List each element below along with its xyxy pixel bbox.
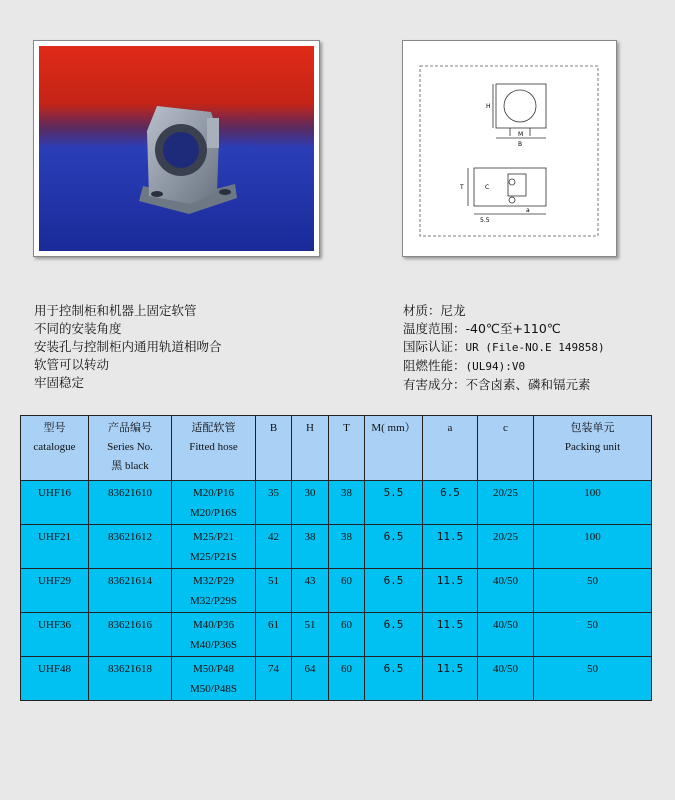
header-pack: 包装单元 Packing unit bbox=[534, 416, 652, 481]
cell-m: 5.5 bbox=[365, 481, 423, 525]
cell-c: 40/50 bbox=[478, 569, 534, 613]
cell-pack: 50 bbox=[534, 657, 652, 701]
cell-t: 60 bbox=[329, 569, 365, 613]
drawing-label-t: T bbox=[460, 184, 464, 191]
header-c: c bbox=[478, 416, 534, 481]
table-header-row bbox=[21, 416, 652, 481]
cell-b: 51 bbox=[256, 569, 292, 613]
drawing-label-dim: 5.5 bbox=[480, 217, 490, 224]
spec-value: 不含卤素、磷和镉元素 bbox=[465, 377, 591, 392]
cell-h: 30 bbox=[292, 481, 329, 525]
cell-b: 74 bbox=[256, 657, 292, 701]
spec-table bbox=[20, 415, 652, 701]
header-series: 产品编号 Series No. 黑 black bbox=[89, 416, 172, 481]
table-row bbox=[21, 569, 652, 613]
cell-m: 6.5 bbox=[365, 569, 423, 613]
spec-label: 国际认证： bbox=[403, 339, 466, 354]
cell-model: UHF21 bbox=[21, 525, 89, 569]
cell-m: 6.5 bbox=[365, 613, 423, 657]
cell-series: 83621610 bbox=[89, 481, 172, 525]
feature-item: 软管可以转动 bbox=[34, 357, 110, 372]
cell-a: 11.5 bbox=[423, 657, 478, 701]
cell-c: 20/25 bbox=[478, 525, 534, 569]
feature-item: 用于控制柜和机器上固定软管 bbox=[34, 303, 197, 318]
spec-label: 阻燃性能： bbox=[403, 358, 466, 373]
drawing-label-c: C bbox=[485, 184, 490, 191]
feature-item: 牢固稳定 bbox=[34, 375, 85, 390]
drawing-label-h: H bbox=[486, 103, 491, 110]
spec-item bbox=[403, 338, 605, 357]
feature-list bbox=[34, 302, 222, 392]
cell-series: 83621614 bbox=[89, 569, 172, 613]
cell-c: 40/50 bbox=[478, 657, 534, 701]
cell-b: 61 bbox=[256, 613, 292, 657]
cell-b: 35 bbox=[256, 481, 292, 525]
cell-hose: M50/P48 M50/P48S bbox=[172, 657, 256, 701]
cell-t: 38 bbox=[329, 481, 365, 525]
cell-m: 6.5 bbox=[365, 657, 423, 701]
spec-value: -40℃至+110℃ bbox=[465, 321, 561, 336]
table-row bbox=[21, 657, 652, 701]
spec-label: 有害成分： bbox=[403, 377, 466, 392]
cell-model: UHF16 bbox=[21, 481, 89, 525]
header-b: B bbox=[256, 416, 292, 481]
header-t: T bbox=[329, 416, 365, 481]
spec-label: 温度范围： bbox=[403, 321, 466, 336]
drawing-label-m: M bbox=[518, 131, 524, 138]
table-row bbox=[21, 525, 652, 569]
header-hose: 适配软管 Fitted hose bbox=[172, 416, 256, 481]
dimension-drawing-frame bbox=[402, 40, 617, 257]
cell-pack: 100 bbox=[534, 525, 652, 569]
spec-value: (UL94):V0 bbox=[465, 360, 526, 373]
product-photo-frame bbox=[33, 40, 320, 257]
cell-a: 6.5 bbox=[423, 481, 478, 525]
cell-t: 60 bbox=[329, 613, 365, 657]
spec-item bbox=[403, 320, 605, 338]
table-row bbox=[21, 481, 652, 525]
cell-model: UHF36 bbox=[21, 613, 89, 657]
cell-h: 43 bbox=[292, 569, 329, 613]
spec-value: 尼龙 bbox=[440, 303, 466, 318]
cell-c: 40/50 bbox=[478, 613, 534, 657]
spec-list bbox=[403, 302, 605, 394]
spec-item bbox=[403, 376, 605, 394]
cable-clip-product-photo bbox=[39, 46, 314, 251]
cell-m: 6.5 bbox=[365, 525, 423, 569]
feature-item: 安装孔与控制柜内通用轨道相吻合 bbox=[34, 339, 222, 354]
spec-value: UR (File-NO.E 149858) bbox=[465, 341, 605, 354]
cell-hose: M25/P21 M25/P21S bbox=[172, 525, 256, 569]
cell-model: UHF29 bbox=[21, 569, 89, 613]
drawing-label-b: B bbox=[518, 141, 523, 148]
cell-h: 51 bbox=[292, 613, 329, 657]
cell-a: 11.5 bbox=[423, 613, 478, 657]
cell-hose: M32/P29 M32/P29S bbox=[172, 569, 256, 613]
cell-hose: M40/P36 M40/P36S bbox=[172, 613, 256, 657]
spec-item bbox=[403, 357, 605, 376]
cell-series: 83621612 bbox=[89, 525, 172, 569]
header-m: M( mm） bbox=[365, 416, 423, 481]
cell-model: UHF48 bbox=[21, 657, 89, 701]
cell-c: 20/25 bbox=[478, 481, 534, 525]
cell-series: 83621616 bbox=[89, 613, 172, 657]
cell-series: 83621618 bbox=[89, 657, 172, 701]
cell-pack: 100 bbox=[534, 481, 652, 525]
dimension-drawing bbox=[408, 46, 611, 251]
cell-t: 38 bbox=[329, 525, 365, 569]
cell-a: 11.5 bbox=[423, 525, 478, 569]
feature-item: 不同的安装角度 bbox=[34, 321, 122, 336]
cell-h: 64 bbox=[292, 657, 329, 701]
cell-h: 38 bbox=[292, 525, 329, 569]
header-a: a bbox=[423, 416, 478, 481]
header-h: H bbox=[292, 416, 329, 481]
drawing-label-a: a bbox=[526, 207, 530, 214]
header-model: 型号 catalogue bbox=[21, 416, 89, 481]
cell-pack: 50 bbox=[534, 613, 652, 657]
spec-label: 材质： bbox=[403, 303, 441, 318]
cell-t: 60 bbox=[329, 657, 365, 701]
cell-b: 42 bbox=[256, 525, 292, 569]
table-row bbox=[21, 613, 652, 657]
spec-item bbox=[403, 302, 605, 320]
cell-a: 11.5 bbox=[423, 569, 478, 613]
cell-pack: 50 bbox=[534, 569, 652, 613]
cell-hose: M20/P16 M20/P16S bbox=[172, 481, 256, 525]
